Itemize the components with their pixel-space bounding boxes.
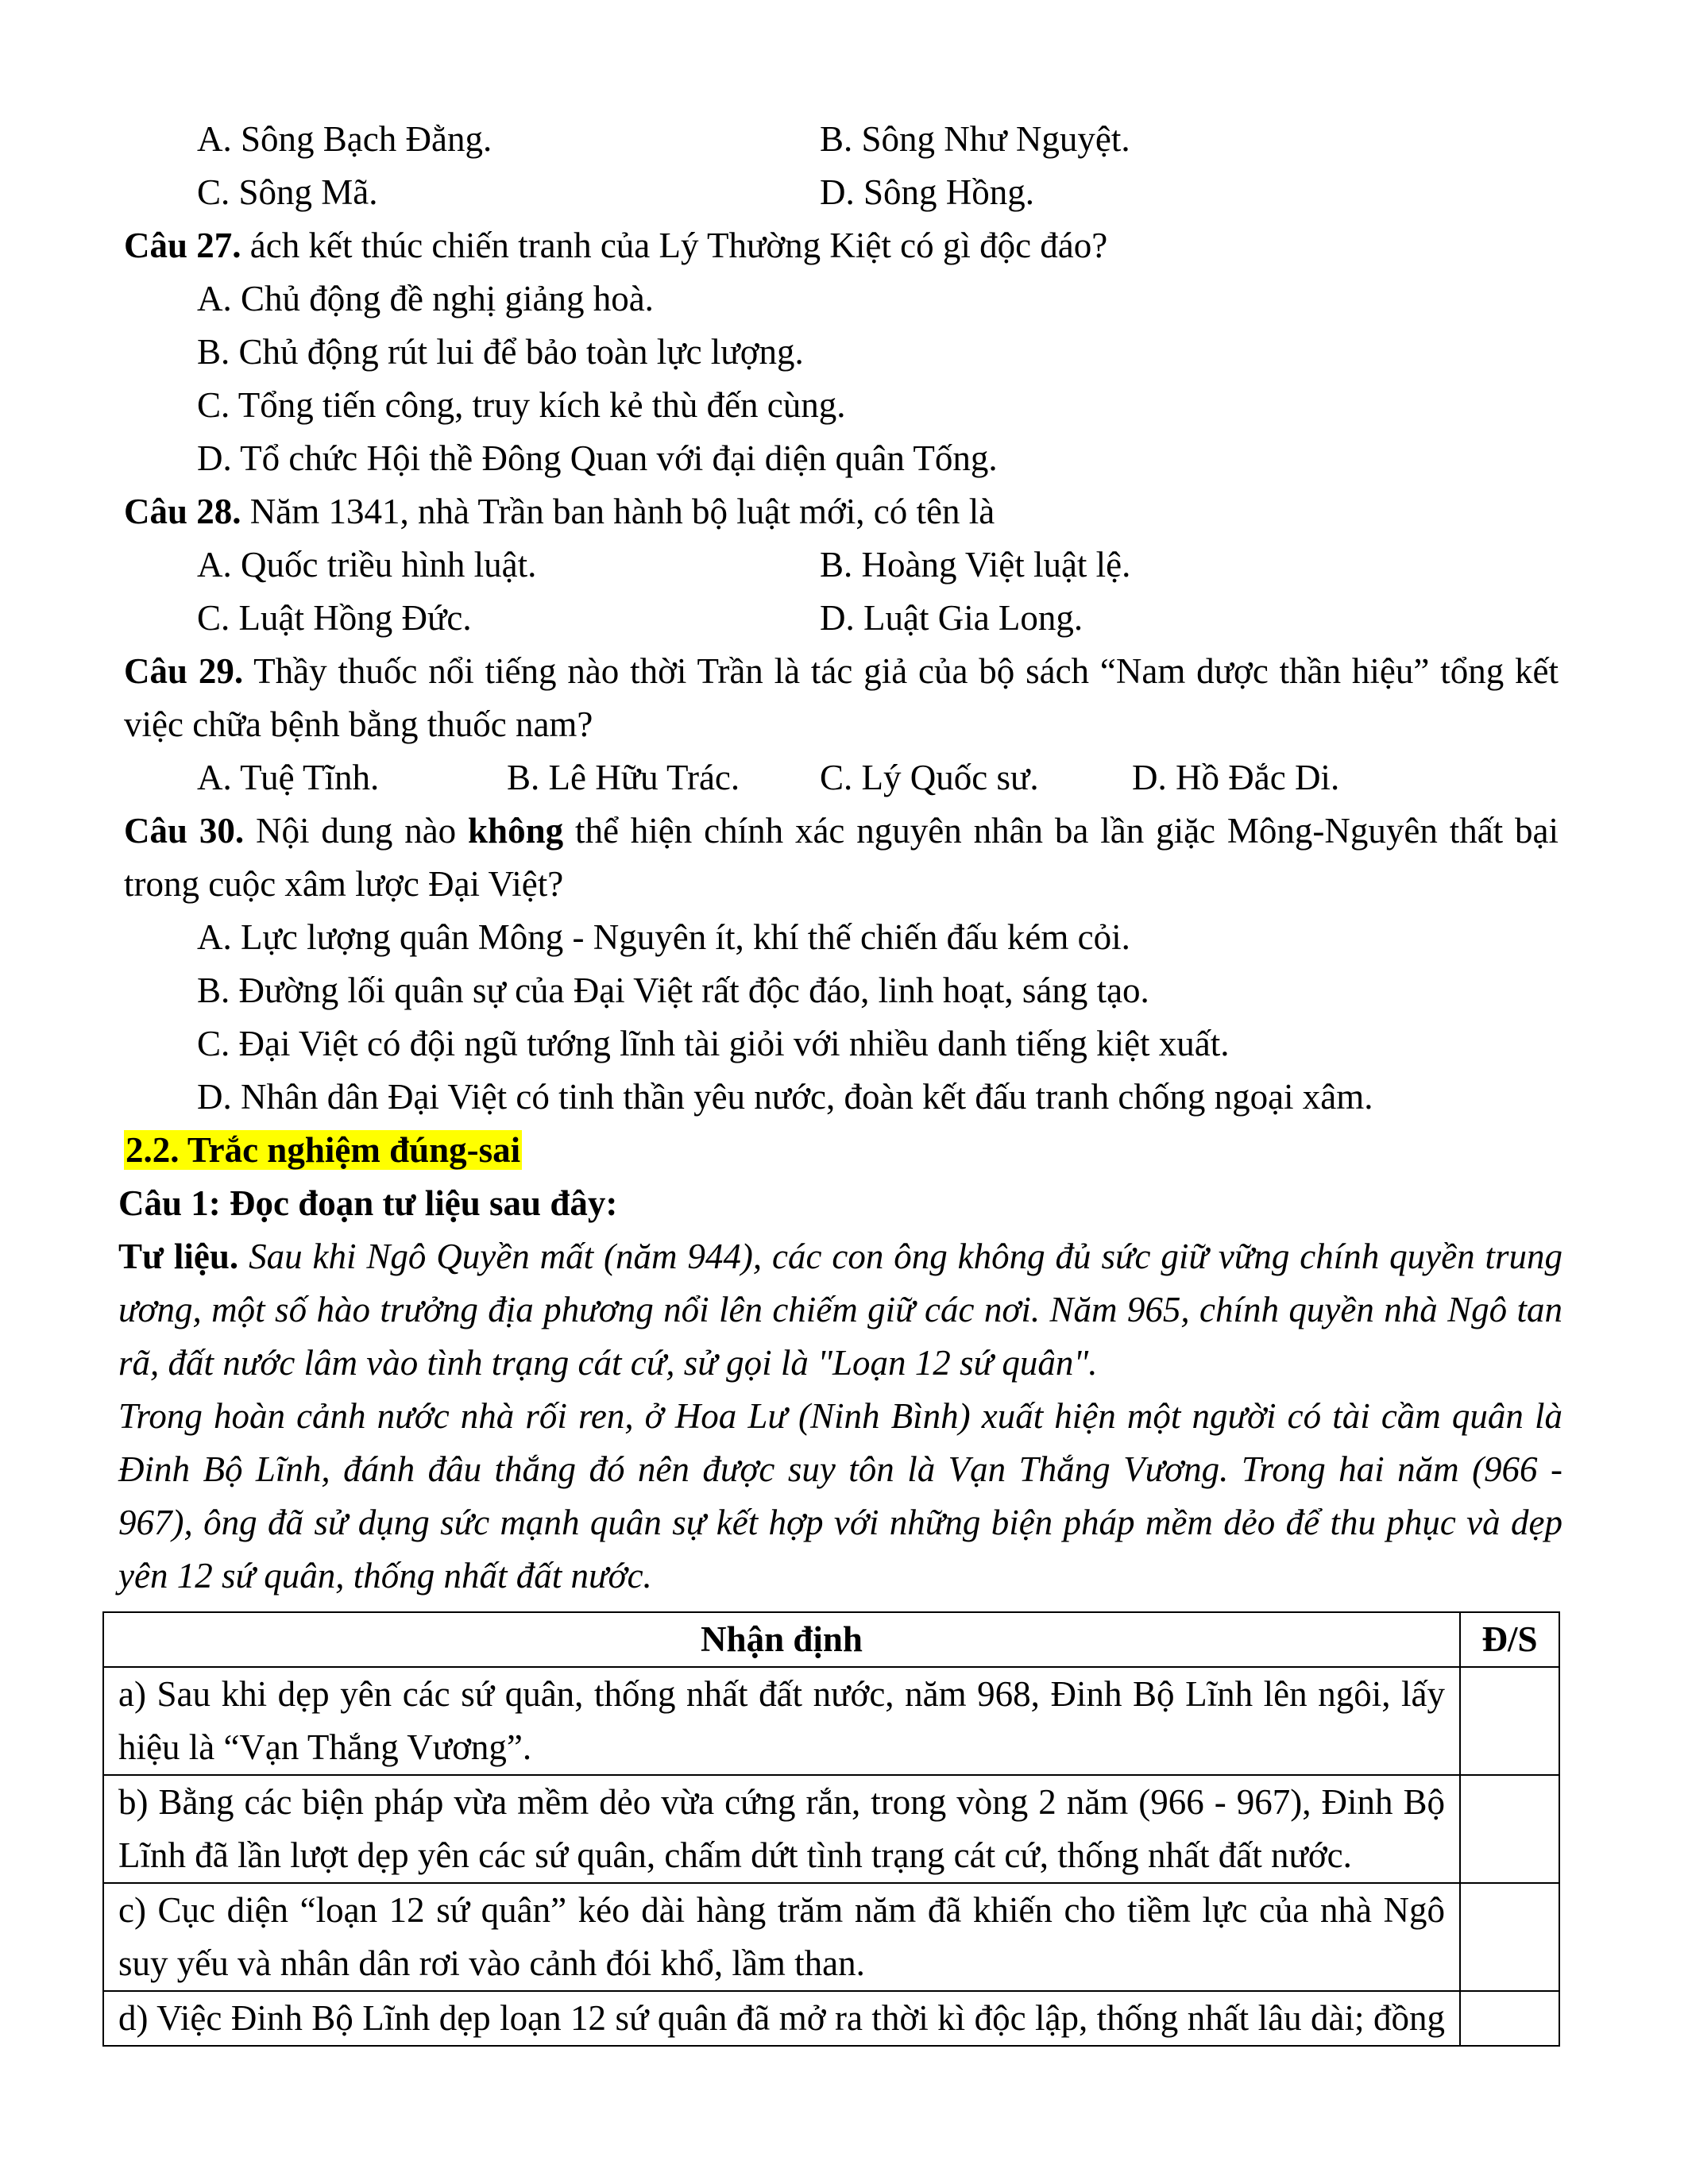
source-text: rã, đất nước lâm vào tình trạng cát cứ, sử gọi là "Loạn 12 sứ quân".: [118, 1343, 1098, 1383]
table-row: [103, 1775, 1559, 1883]
question-text: Thầy thuốc nổi tiếng nào thời Trần là tác giả của bộ sách “Nam dược thần hiệu” tổng kết: [243, 651, 1559, 691]
statement-d: [103, 1991, 1460, 2046]
source-text: yên 12 sứ quân, thống nhất đất nước.: [118, 1556, 652, 1596]
question-label: Câu 27.: [124, 226, 241, 265]
source-text: ương, một số hào trưởng địa phương nổi lên chiếm giữ các nơi. Năm 965, chính quyền nhà Ngô tan: [118, 1290, 1562, 1329]
statement-b: [103, 1775, 1460, 1883]
question-text: thể hiện chính xác nguyên nhân ba lần giặc Mông-Nguyên thất bại: [563, 811, 1559, 851]
question-28: [0, 485, 1559, 538]
question-29: [0, 645, 1559, 698]
document-page: [0, 113, 1688, 1603]
source-line: [0, 1230, 1562, 1283]
source-text: Sau khi Ngô Quyền mất (năm 944), các con ông không đủ sức giữ vững chính quyền trung: [238, 1237, 1562, 1276]
q28-options-row1: [0, 538, 1688, 592]
option-b: B. Lê Hữu Trác.: [507, 758, 740, 797]
option-a: A. Quốc triều hình luật.: [197, 545, 537, 585]
option-d: D. Hồ Đắc Di.: [1132, 758, 1340, 797]
table-row: [103, 1991, 1559, 2046]
statement-line: c) Cục diện “loạn 12 sứ quân” kéo dài hàng trăm năm đã khiến cho tiềm lực của nhà Ngô: [118, 1890, 1445, 1930]
source-line: [0, 1337, 1562, 1390]
statement-line: b) Bằng các biện pháp vừa mềm dẻo vừa cứng rắn, trong vòng 2 năm (966 - 967), Đinh Bộ: [118, 1782, 1445, 1822]
question-text: Năm 1341, nhà Trần ban hành bộ luật mới, có tên là: [241, 492, 995, 531]
q28-options-row2: [0, 592, 1688, 645]
option-b: B. Chủ động rút lui để bảo toàn lực lượng.: [197, 332, 804, 372]
statement-c: [103, 1883, 1460, 1991]
q26-options-row2: [0, 166, 1688, 219]
source-text: Đinh Bộ Lĩnh, đánh đâu thắng đó nên được suy tôn là Vạn Thắng Vương. Trong hai năm (966 -: [118, 1449, 1562, 1489]
question-30: [0, 805, 1559, 858]
question-label: Câu 29.: [124, 651, 244, 691]
option-a: A. Tuệ Tĩnh.: [197, 758, 380, 797]
question-label: Câu 28.: [124, 492, 241, 531]
table-header-row: [103, 1612, 1559, 1667]
question-label: Câu 30.: [124, 811, 245, 851]
option-b: B. Đường lối quân sự của Đại Việt rất độc đáo, linh hoạt, sáng tạo.: [197, 970, 1149, 1010]
option-c: C. Sông Mã.: [197, 172, 378, 212]
source-line: [0, 1549, 1562, 1603]
statement-line: Lĩnh đã lần lượt dẹp yên các sứ quân, chấm dứt tình trạng cát cứ, thống nhất đất nước.: [118, 1835, 1352, 1875]
statement-line: suy yếu và nhân dân rơi vào cảnh đói khổ, lầm than.: [118, 1943, 865, 1983]
option-b: B. Hoàng Việt luật lệ.: [820, 545, 1131, 585]
source-line: [0, 1390, 1562, 1443]
source-line: [0, 1443, 1562, 1496]
statement-line: a) Sau khi dẹp yên các sứ quân, thống nhất đất nước, năm 968, Đinh Bộ Lĩnh lên ngôi, lấy: [118, 1674, 1445, 1714]
q29-options: [0, 751, 1688, 805]
tf-question-1-heading: [0, 1177, 1562, 1230]
option-d: D. Nhân dân Đại Việt có tinh thần yêu nước, đoàn kết đấu tranh chống ngoại xâm.: [197, 1077, 1373, 1117]
answer-cell-c[interactable]: [1460, 1883, 1559, 1991]
question-heading: Câu 1: Đọc đoạn tư liệu sau đây:: [118, 1183, 618, 1223]
option-b: B. Sông Như Nguyệt.: [820, 119, 1130, 159]
section-title: 2.2. Trắc nghiệm đúng-sai: [126, 1130, 521, 1170]
source-text: 967), ông đã sử dụng sức mạnh quân sự kết hợp với những biện pháp mềm dẻo để thu phục và dẹp: [118, 1503, 1562, 1542]
question-text: ách kết thúc chiến tranh của Lý Thường Kiệt có gì độc đáo?: [241, 226, 1108, 265]
header-ds: Đ/S: [1460, 1612, 1559, 1667]
answer-cell-b[interactable]: [1460, 1775, 1559, 1883]
header-statement: Nhận định: [103, 1612, 1460, 1667]
option-c: C. Luật Hồng Đức.: [197, 598, 472, 638]
option-c: C. Tổng tiến công, truy kích kẻ thù đến cùng.: [197, 385, 846, 425]
option-c: C. Đại Việt có đội ngũ tướng lĩnh tài giỏi với nhiều danh tiếng kiệt xuất.: [197, 1024, 1230, 1063]
option-d: D. Tổ chức Hội thề Đông Quan với đại diện quân Tống.: [197, 438, 998, 478]
q26-options-row1: [0, 113, 1688, 166]
option-d: D. Luật Gia Long.: [820, 598, 1083, 638]
source-line: [0, 1496, 1562, 1549]
statement-a: [103, 1667, 1460, 1775]
statement-line: d) Việc Đinh Bộ Lĩnh dẹp loạn 12 sứ quân đã mở ra thời kì độc lập, thống nhất lâu dài; đồng: [118, 1998, 1445, 2038]
statement-line: hiệu là “Vạn Thắng Vương”.: [118, 1727, 532, 1767]
question-29-cont: việc chữa bệnh bằng thuốc nam?: [124, 704, 593, 744]
question-30-cont: trong cuộc xâm lược Đại Việt?: [124, 864, 564, 904]
table-row: [103, 1667, 1559, 1775]
emphasis: không: [468, 811, 564, 851]
table-row: [103, 1883, 1559, 1991]
option-c: C. Lý Quốc sư.: [820, 758, 1039, 797]
source-label: Tư liệu.: [118, 1237, 239, 1276]
answer-cell-d[interactable]: [1460, 1991, 1559, 2046]
section-heading: [0, 1124, 1559, 1177]
option-a: A. Sông Bạch Đằng.: [197, 119, 492, 159]
source-line: [0, 1283, 1562, 1337]
source-text: Trong hoàn cảnh nước nhà rối ren, ở Hoa Lư (Ninh Bình) xuất hiện một người có tài cầm quân là: [118, 1396, 1562, 1436]
option-a: A. Chủ động đề nghị giảng hoà.: [197, 279, 654, 318]
question-27: [0, 219, 1559, 272]
true-false-table: [102, 1611, 1560, 2047]
question-text: Nội dung nào: [244, 811, 469, 851]
answer-cell-a[interactable]: [1460, 1667, 1559, 1775]
option-d: D. Sông Hồng.: [820, 172, 1035, 212]
option-a: A. Lực lượng quân Mông - Nguyên ít, khí thế chiến đấu kém cỏi.: [197, 917, 1130, 957]
